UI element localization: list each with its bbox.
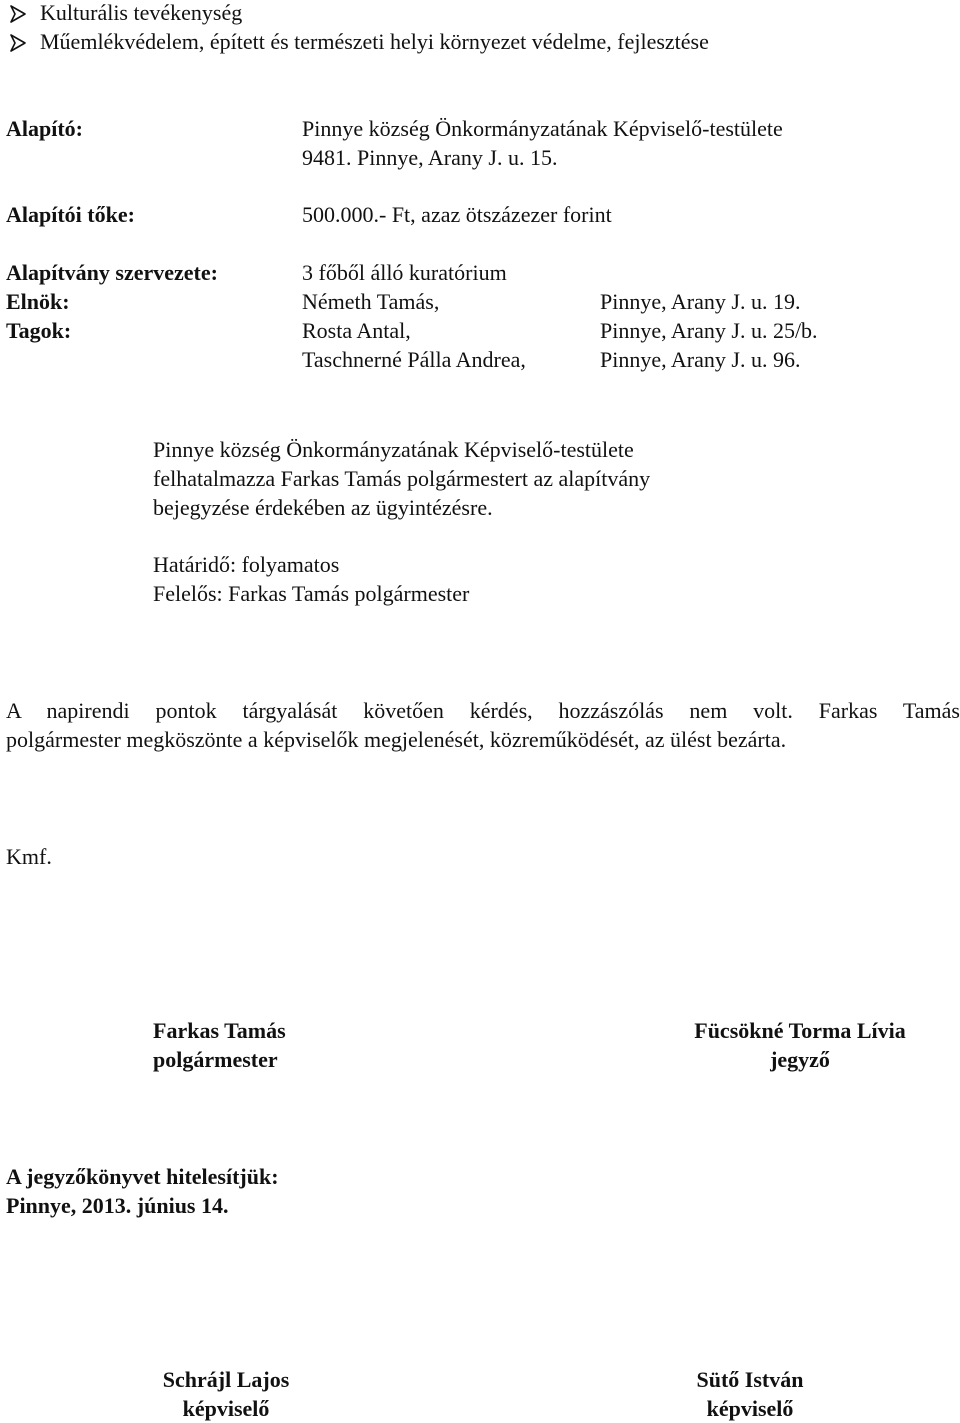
kmf-label: Kmf. xyxy=(6,844,52,869)
closing-line-1: A napirendi pontok tárgyalását követően kérdés, hozzászólás nem volt. Farkas Tamás xyxy=(6,698,960,723)
signature-role: jegyző xyxy=(770,1047,830,1072)
signature-role: képviselő xyxy=(182,1396,270,1421)
bullet-item-cultural: Kulturális tevékenység xyxy=(40,0,243,25)
resolution-responsible: Felelős: Farkas Tamás polgármester xyxy=(153,581,470,606)
arrow-bullet-icon xyxy=(10,29,26,51)
signature-name: Fücsökné Torma Lívia xyxy=(694,1018,906,1043)
founder-address: 9481. Pinnye, Arany J. u. 15. xyxy=(302,145,558,170)
capital-value: 500.000.- Ft, azaz ötszázezer forint xyxy=(302,202,612,227)
chair-address: Pinnye, Arany J. u. 19. xyxy=(600,289,801,314)
signature-role: képviselő xyxy=(706,1396,794,1421)
member-name: Taschnerné Pálla Andrea, xyxy=(302,347,526,372)
organization-label: Alapítvány szervezete: xyxy=(6,260,218,285)
capital-label: Alapítói tőke: xyxy=(6,202,135,227)
signature-role: polgármester xyxy=(153,1047,278,1072)
founder-name: Pinnye község Önkormányzatának Képviselő-testülete xyxy=(302,116,783,141)
signature-name: Farkas Tamás xyxy=(153,1018,286,1043)
authentication-date: Pinnye, 2013. június 14. xyxy=(6,1193,229,1218)
chair-name: Németh Tamás, xyxy=(302,289,440,314)
resolution-deadline: Határidő: folyamatos xyxy=(153,552,340,577)
resolution-line: bejegyzése érdekében az ügyintézésre. xyxy=(153,495,493,520)
arrow-bullet-icon xyxy=(10,0,26,22)
signature-name: Schrájl Lajos xyxy=(162,1367,290,1392)
member-address: Pinnye, Arany J. u. 25/b. xyxy=(600,318,818,343)
chair-label: Elnök: xyxy=(6,289,70,314)
member-name: Rosta Antal, xyxy=(302,318,411,343)
resolution-line: felhatalmazza Farkas Tamás polgármestert az alapítvány xyxy=(153,466,651,491)
signature-name: Sütő István xyxy=(696,1367,804,1392)
closing-line-2: polgármester megköszönte a képviselők megjelenését, közreműködését, az ülést bezárta. xyxy=(6,727,787,752)
bullet-item-heritage: Műemlékvédelem, épített és természeti helyi környezet védelme, fejlesztése xyxy=(40,29,709,54)
members-label: Tagok: xyxy=(6,318,72,343)
member-address: Pinnye, Arany J. u. 96. xyxy=(600,347,801,372)
founder-label: Alapító: xyxy=(6,116,83,141)
resolution-line: Pinnye község Önkormányzatának Képviselő-testülete xyxy=(153,437,634,462)
authentication-title: A jegyzőkönyvet hitelesítjük: xyxy=(6,1164,279,1189)
organization-value: 3 főből álló kuratórium xyxy=(302,260,507,285)
